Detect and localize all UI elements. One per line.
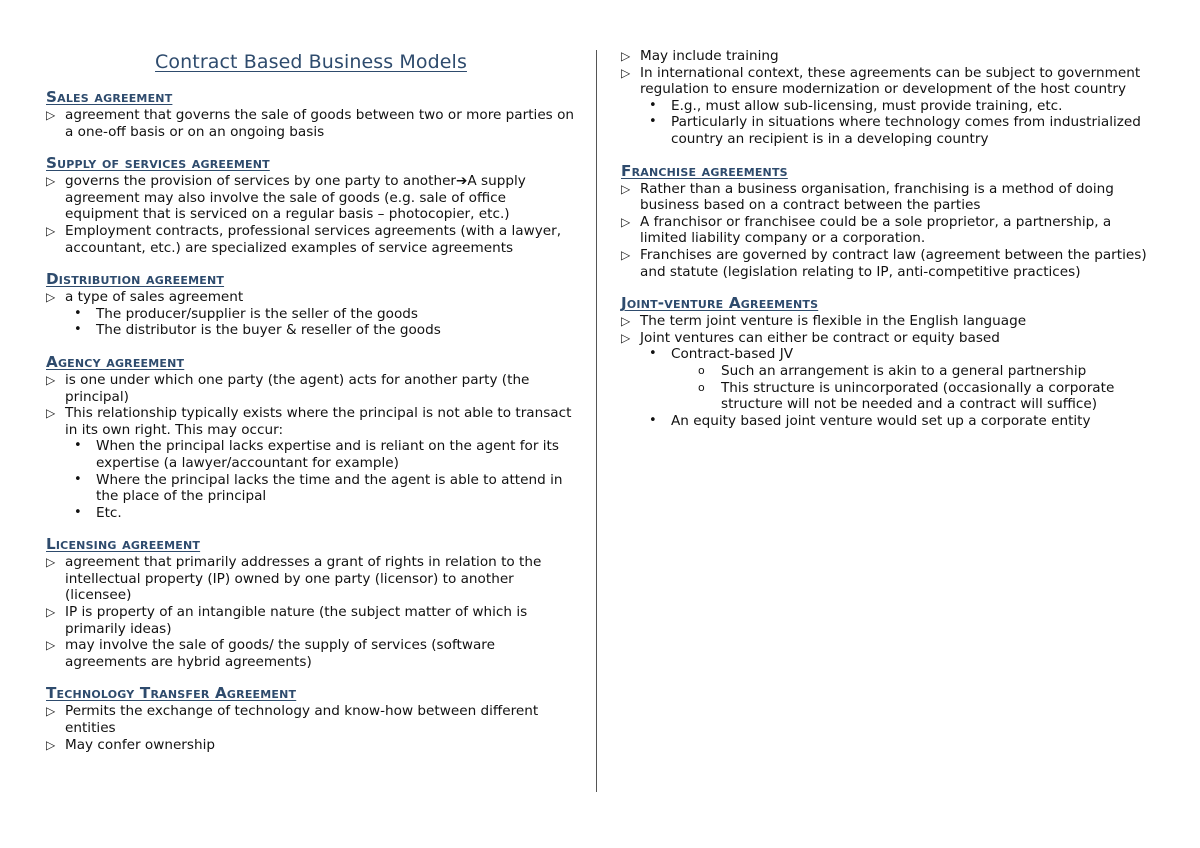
list-item: [621, 214, 1161, 247]
list-item: [46, 405, 576, 438]
list-item: [46, 637, 576, 670]
list-item-text: agreement that primarily addresses a grant of rights in relation to the intellectual property (IP) owned by one party (licensor) to another (licensee): [65, 554, 542, 604]
list-item: [46, 289, 576, 306]
list-item: [46, 223, 576, 256]
list-item: [621, 247, 1161, 280]
section-agency-agreement: [46, 354, 576, 521]
list-item-text: agreement that governs the sale of goods between two or more parties on a one-off basis or on an ongoing basis: [65, 107, 575, 140]
bullet-list: [621, 48, 1161, 148]
triangle-bullet-icon: ▷: [46, 290, 56, 305]
list-item: [46, 604, 576, 637]
triangle-bullet-icon: ▷: [46, 406, 56, 421]
bullet-list: [46, 554, 576, 670]
list-item: [621, 114, 1161, 147]
list-item-text: A franchisor or franchisee could be a sole proprietor, a partnership, a limited liability company or a corporation.: [640, 213, 1112, 247]
bullet-list: [46, 173, 576, 256]
dot-bullet-icon: •: [74, 504, 82, 520]
triangle-bullet-icon: ▷: [46, 108, 56, 122]
list-item: [46, 107, 576, 140]
list-item: [621, 346, 1161, 363]
section-heading: Franchise agreements: [621, 161, 788, 180]
list-item: [621, 380, 1161, 413]
dot-bullet-icon: •: [74, 471, 82, 487]
left-column: [46, 50, 576, 768]
list-item: [46, 173, 576, 223]
triangle-bullet-icon: ▷: [621, 49, 631, 63]
dot-bullet-icon: •: [649, 97, 657, 113]
section-technology-transfer-agreement: [46, 685, 576, 753]
dot-bullet-icon: •: [649, 346, 657, 362]
triangle-bullet-icon: ▷: [621, 314, 631, 329]
list-item-text: Employment contracts, professional services agreements (with a lawyer, accountant, etc.) are specialized examples of service agreements: [65, 222, 562, 256]
list-item: [46, 322, 576, 339]
list-item-text: This relationship typically exists where the principal is not able to transact in its own right. This may occur:: [65, 405, 572, 438]
section-supply-of-services-agreement: [46, 155, 576, 256]
bullet-list: [621, 313, 1161, 429]
list-item-text: The term joint venture is flexible in the English language: [640, 313, 1027, 330]
list-item-text: Particularly in situations where technology comes from industrialized country an recipient is in a developing country: [671, 114, 1141, 147]
list-item-text: governs the provision of services by one party to another➔A supply agreement may also involve the sale of goods (e.g. sale of office equipment that is serviced on a regular basis – photocopier, etc.): [65, 173, 526, 223]
list-item-text: Permits the exchange of technology and know-how between different entities: [65, 703, 539, 737]
list-item: [46, 737, 576, 754]
list-item: [46, 505, 576, 522]
list-item-text: May include training: [640, 48, 779, 64]
right-sections: [621, 48, 1161, 429]
list-item: [46, 554, 576, 604]
section-sales-agreement: [46, 89, 576, 140]
list-item-text: The distributor is the buyer & reseller of the goods: [96, 322, 441, 339]
column-divider: [596, 50, 597, 792]
section-heading: Licensing agreement: [46, 535, 201, 554]
triangle-bullet-icon: ▷: [46, 605, 56, 620]
bullet-list: [46, 107, 576, 140]
bullet-list: [46, 703, 576, 753]
triangle-bullet-icon: ▷: [46, 174, 56, 189]
bullet-list: [46, 372, 576, 521]
section-continued: [621, 48, 1161, 148]
list-item: [621, 48, 1161, 65]
circle-bullet-icon: o: [698, 363, 705, 377]
dot-bullet-icon: •: [74, 322, 82, 338]
list-item: [46, 372, 576, 405]
section-heading: Sales agreement: [46, 88, 173, 106]
list-item: [621, 330, 1161, 347]
list-item-text: This structure is unincorporated (occasionally a corporate structure will not be needed and a contract will suffice): [721, 379, 1115, 413]
left-sections: [46, 89, 576, 753]
list-item-text: Such an arrangement is akin to a general partnership: [721, 362, 1087, 379]
list-item-text: In international context, these agreements can be subject to government regulation to ensure modernization or development of the host country: [640, 64, 1141, 98]
triangle-bullet-icon: ▷: [46, 223, 56, 238]
triangle-bullet-icon: ▷: [46, 555, 56, 570]
list-item-text: Where the principal lacks the time and the agent is able to attend in the place of the principal: [96, 471, 563, 505]
right-column: [621, 48, 1161, 444]
triangle-bullet-icon: ▷: [46, 737, 56, 752]
section-heading: Agency agreement: [46, 352, 185, 371]
list-item: [621, 363, 1161, 380]
triangle-bullet-icon: ▷: [46, 704, 56, 719]
bullet-list: [46, 289, 576, 339]
section-franchise-agreements: [621, 163, 1161, 281]
list-item-text: IP is property of an intangible nature (the subject matter of which is primarily ideas): [65, 604, 528, 637]
dot-bullet-icon: •: [649, 114, 657, 130]
list-item-text: may involve the sale of goods/ the supply of services (software agreements are hybrid agreements): [65, 637, 495, 670]
section-heading: Technology Transfer Agreement: [46, 684, 297, 703]
list-item-text: Joint ventures can either be contract or equity based: [640, 329, 1000, 346]
list-item-text: a type of sales agreement: [65, 289, 244, 306]
section-distribution-agreement: [46, 271, 576, 339]
list-item: [46, 472, 576, 505]
list-item-text: The producer/supplier is the seller of the goods: [96, 305, 418, 322]
triangle-bullet-icon: ▷: [621, 214, 631, 229]
list-item-text: Rather than a business organisation, franchising is a method of doing business based on a contract between the parties: [640, 180, 1114, 214]
section-heading: Joint-venture Agreements: [621, 294, 819, 313]
list-item-text: is one under which one party (the agent) acts for another party (the principal): [65, 371, 530, 405]
dot-bullet-icon: •: [74, 438, 82, 454]
section-heading: Distribution agreement: [46, 270, 225, 289]
triangle-bullet-icon: ▷: [621, 247, 631, 262]
circle-bullet-icon: o: [698, 380, 705, 394]
section-licensing-agreement: [46, 536, 576, 670]
list-item-text: E.g., must allow sub-licensing, must provide training, etc.: [671, 97, 1063, 114]
dot-bullet-icon: •: [74, 305, 82, 321]
bullet-list: [621, 181, 1161, 281]
triangle-bullet-icon: ▷: [621, 181, 631, 196]
triangle-bullet-icon: ▷: [621, 330, 631, 345]
list-item-text: May confer ownership: [65, 736, 215, 753]
list-item-text: Contract-based JV: [671, 346, 794, 363]
section-heading: Supply of services agreement: [46, 154, 270, 173]
triangle-bullet-icon: ▷: [46, 638, 56, 653]
list-item: [621, 98, 1161, 115]
triangle-bullet-icon: ▷: [621, 65, 631, 80]
list-item: [46, 306, 576, 323]
list-item: [46, 703, 576, 736]
list-item: [621, 65, 1161, 98]
triangle-bullet-icon: ▷: [46, 372, 56, 387]
list-item-text: When the principal lacks expertise and is reliant on the agent for its expertise (a lawyer/accountant for example): [96, 438, 559, 471]
list-item: [621, 313, 1161, 330]
list-item: [621, 181, 1161, 214]
list-item-text: An equity based joint venture would set up a corporate entity: [671, 412, 1091, 429]
list-item-text: Etc.: [96, 504, 122, 521]
list-item: [621, 413, 1161, 430]
document-title: Contract Based Business Models: [155, 51, 467, 73]
dot-bullet-icon: •: [649, 412, 657, 428]
list-item-text: Franchises are governed by contract law (agreement between the parties) and statute (legislation relating to IP, anti-competitive practices): [640, 246, 1147, 280]
list-item: [46, 438, 576, 471]
section-joint-venture-agreements: [621, 295, 1161, 429]
